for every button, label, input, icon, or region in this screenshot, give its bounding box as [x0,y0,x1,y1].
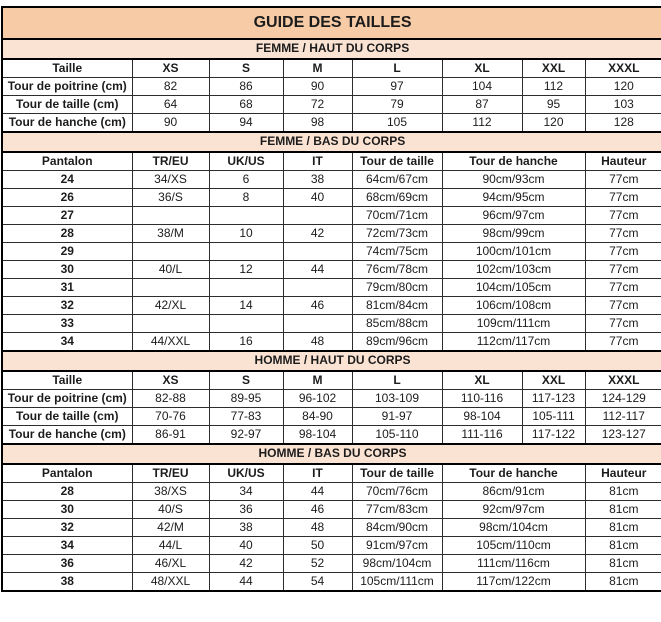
table-row [2,96,661,114]
value-cell: 40/L [132,261,209,279]
section-heading: FEMME / HAUT DU CORPS [2,39,661,59]
column-header: UK/US [209,152,283,171]
value-cell: 89-95 [209,390,283,408]
value-cell [132,243,209,261]
value-cell: 50 [283,537,352,555]
value-cell: 105cm/110cm [442,537,585,555]
column-header: XXXL [585,59,661,78]
value-cell: 77cm [585,279,661,297]
value-cell: 46 [283,297,352,315]
value-cell: 54 [283,573,352,592]
value-cell: 96-102 [283,390,352,408]
value-cell: 46 [283,501,352,519]
row-label-cell: 29 [2,243,132,261]
value-cell: 86 [209,78,283,96]
value-cell: 100cm/101cm [442,243,585,261]
value-cell: 38/XS [132,483,209,501]
column-header: Tour de taille [352,464,442,483]
value-cell: 77cm [585,333,661,352]
table-row [2,483,661,501]
row-label-cell: Tour de poitrine (cm) [2,390,132,408]
column-header: Pantalon [2,464,132,483]
value-cell: 103-109 [352,390,442,408]
value-cell: 81cm/84cm [352,297,442,315]
table-row [2,78,661,96]
row-label-cell: Tour de taille (cm) [2,96,132,114]
value-cell: 92-97 [209,426,283,445]
value-cell: 84-90 [283,408,352,426]
value-cell: 81cm [585,573,661,592]
guide-title: GUIDE DES TAILLES [2,7,661,39]
value-cell: 103 [585,96,661,114]
value-cell: 36 [209,501,283,519]
value-cell [132,207,209,225]
value-cell: 77cm [585,171,661,189]
value-cell: 77cm [585,297,661,315]
value-cell: 90 [283,78,352,96]
row-label-cell: 34 [2,333,132,352]
column-header: Taille [2,59,132,78]
value-cell: 64 [132,96,209,114]
value-cell: 128 [585,114,661,133]
column-header: Hauteur [585,464,661,483]
value-cell: 120 [585,78,661,96]
column-header: TR/EU [132,152,209,171]
value-cell [209,243,283,261]
value-cell: 81cm [585,555,661,573]
value-cell: 44 [209,573,283,592]
row-label-cell: 38 [2,573,132,592]
value-cell: 48/XXL [132,573,209,592]
value-cell: 120 [522,114,585,133]
value-cell: 98cm/104cm [442,519,585,537]
value-cell: 70cm/76cm [352,483,442,501]
row-label-cell: 27 [2,207,132,225]
value-cell: 77cm/83cm [352,501,442,519]
table-row [2,333,661,352]
row-label-cell: 26 [2,189,132,207]
value-cell: 6 [209,171,283,189]
value-cell: 92cm/97cm [442,501,585,519]
table-row [2,225,661,243]
table-row [2,390,661,408]
value-cell: 12 [209,261,283,279]
value-cell: 70-76 [132,408,209,426]
value-cell: 68 [209,96,283,114]
row-label-cell: 31 [2,279,132,297]
value-cell: 112 [522,78,585,96]
row-label-cell: Tour de hanche (cm) [2,426,132,445]
section-heading: HOMME / BAS DU CORPS [2,444,661,464]
value-cell: 94cm/95cm [442,189,585,207]
row-label-cell: 28 [2,483,132,501]
table-row [2,279,661,297]
value-cell: 77cm [585,225,661,243]
value-cell: 48 [283,333,352,352]
table-row [2,537,661,555]
value-cell: 76cm/78cm [352,261,442,279]
section-heading: FEMME / BAS DU CORPS [2,132,661,152]
value-cell: 117-123 [522,390,585,408]
value-cell [132,315,209,333]
value-cell: 90 [132,114,209,133]
value-cell: 42/M [132,519,209,537]
value-cell [209,279,283,297]
value-cell: 90cm/93cm [442,171,585,189]
value-cell: 111cm/116cm [442,555,585,573]
value-cell: 40 [209,537,283,555]
value-cell: 98cm/104cm [352,555,442,573]
table-row [2,243,661,261]
value-cell: 106cm/108cm [442,297,585,315]
value-cell: 74cm/75cm [352,243,442,261]
section-heading: HOMME / HAUT DU CORPS [2,351,661,371]
row-label-cell: 32 [2,519,132,537]
value-cell: 109cm/111cm [442,315,585,333]
column-header: XL [442,371,522,390]
value-cell: 77cm [585,243,661,261]
value-cell: 110-116 [442,390,522,408]
value-cell: 123-127 [585,426,661,445]
value-cell: 96cm/97cm [442,207,585,225]
value-cell: 102cm/103cm [442,261,585,279]
row-label-cell: 34 [2,537,132,555]
value-cell [132,279,209,297]
value-cell: 38 [283,171,352,189]
column-header: Taille [2,371,132,390]
value-cell: 105cm/111cm [352,573,442,592]
value-cell: 95 [522,96,585,114]
value-cell: 77cm [585,207,661,225]
value-cell [283,279,352,297]
value-cell: 72cm/73cm [352,225,442,243]
value-cell: 42 [209,555,283,573]
row-label-cell: 30 [2,261,132,279]
value-cell [209,207,283,225]
column-header: XS [132,59,209,78]
row-label-cell: 28 [2,225,132,243]
value-cell: 14 [209,297,283,315]
table-row [2,114,661,133]
table-row [2,426,661,445]
column-header: XL [442,59,522,78]
table-row [2,189,661,207]
value-cell: 85cm/88cm [352,315,442,333]
value-cell: 77cm [585,189,661,207]
row-label-cell: Tour de poitrine (cm) [2,78,132,96]
value-cell: 77cm [585,261,661,279]
value-cell: 117cm/122cm [442,573,585,592]
value-cell: 112 [442,114,522,133]
value-cell: 52 [283,555,352,573]
value-cell: 44 [283,261,352,279]
value-cell: 112cm/117cm [442,333,585,352]
value-cell: 44/XXL [132,333,209,352]
value-cell: 86cm/91cm [442,483,585,501]
value-cell: 79 [352,96,442,114]
size-guide-table [1,6,661,592]
value-cell: 91-97 [352,408,442,426]
value-cell: 38 [209,519,283,537]
value-cell: 84cm/90cm [352,519,442,537]
value-cell: 72 [283,96,352,114]
value-cell: 105 [352,114,442,133]
value-cell: 42 [283,225,352,243]
column-header: IT [283,152,352,171]
value-cell: 98cm/99cm [442,225,585,243]
column-header: UK/US [209,464,283,483]
row-label-cell: Tour de taille (cm) [2,408,132,426]
value-cell: 82-88 [132,390,209,408]
value-cell [283,315,352,333]
value-cell: 82 [132,78,209,96]
value-cell: 112-117 [585,408,661,426]
column-header: L [352,59,442,78]
row-label-cell: 36 [2,555,132,573]
column-header: S [209,371,283,390]
table-row [2,555,661,573]
table-row [2,207,661,225]
row-label-cell: 30 [2,501,132,519]
column-header: Tour de taille [352,152,442,171]
value-cell: 34 [209,483,283,501]
column-header: Tour de hanche [442,152,585,171]
column-header: TR/EU [132,464,209,483]
table-row [2,519,661,537]
value-cell: 79cm/80cm [352,279,442,297]
column-header: XXL [522,59,585,78]
value-cell: 105-110 [352,426,442,445]
value-cell: 104cm/105cm [442,279,585,297]
value-cell: 40/S [132,501,209,519]
value-cell: 117-122 [522,426,585,445]
value-cell: 111-116 [442,426,522,445]
value-cell: 44 [283,483,352,501]
value-cell: 105-111 [522,408,585,426]
value-cell: 87 [442,96,522,114]
value-cell: 70cm/71cm [352,207,442,225]
value-cell: 34/XS [132,171,209,189]
column-header: Hauteur [585,152,661,171]
value-cell: 89cm/96cm [352,333,442,352]
table-row [2,501,661,519]
table-row [2,297,661,315]
row-label-cell: 32 [2,297,132,315]
column-header: Pantalon [2,152,132,171]
column-header: Tour de hanche [442,464,585,483]
value-cell: 77cm [585,315,661,333]
value-cell [283,207,352,225]
column-header: XXXL [585,371,661,390]
value-cell: 104 [442,78,522,96]
size-guide-rows [2,7,661,591]
value-cell: 94 [209,114,283,133]
row-label-cell: 33 [2,315,132,333]
value-cell: 42/XL [132,297,209,315]
column-header: M [283,371,352,390]
value-cell: 64cm/67cm [352,171,442,189]
table-row [2,408,661,426]
value-cell: 98-104 [442,408,522,426]
table-row [2,261,661,279]
column-header: XS [132,371,209,390]
column-header: XXL [522,371,585,390]
column-header: IT [283,464,352,483]
value-cell: 36/S [132,189,209,207]
value-cell [209,315,283,333]
value-cell: 98-104 [283,426,352,445]
value-cell: 10 [209,225,283,243]
value-cell: 124-129 [585,390,661,408]
table-row [2,573,661,592]
value-cell: 81cm [585,537,661,555]
value-cell: 38/M [132,225,209,243]
row-label-cell: 24 [2,171,132,189]
column-header: M [283,59,352,78]
value-cell: 8 [209,189,283,207]
value-cell: 81cm [585,501,661,519]
value-cell: 16 [209,333,283,352]
value-cell: 97 [352,78,442,96]
value-cell: 91cm/97cm [352,537,442,555]
value-cell: 86-91 [132,426,209,445]
value-cell: 77-83 [209,408,283,426]
table-row [2,315,661,333]
value-cell [283,243,352,261]
table-row [2,171,661,189]
row-label-cell: Tour de hanche (cm) [2,114,132,133]
value-cell: 40 [283,189,352,207]
value-cell: 98 [283,114,352,133]
column-header: S [209,59,283,78]
value-cell: 81cm [585,483,661,501]
value-cell: 81cm [585,519,661,537]
value-cell: 68cm/69cm [352,189,442,207]
column-header: L [352,371,442,390]
value-cell: 48 [283,519,352,537]
value-cell: 44/L [132,537,209,555]
value-cell: 46/XL [132,555,209,573]
